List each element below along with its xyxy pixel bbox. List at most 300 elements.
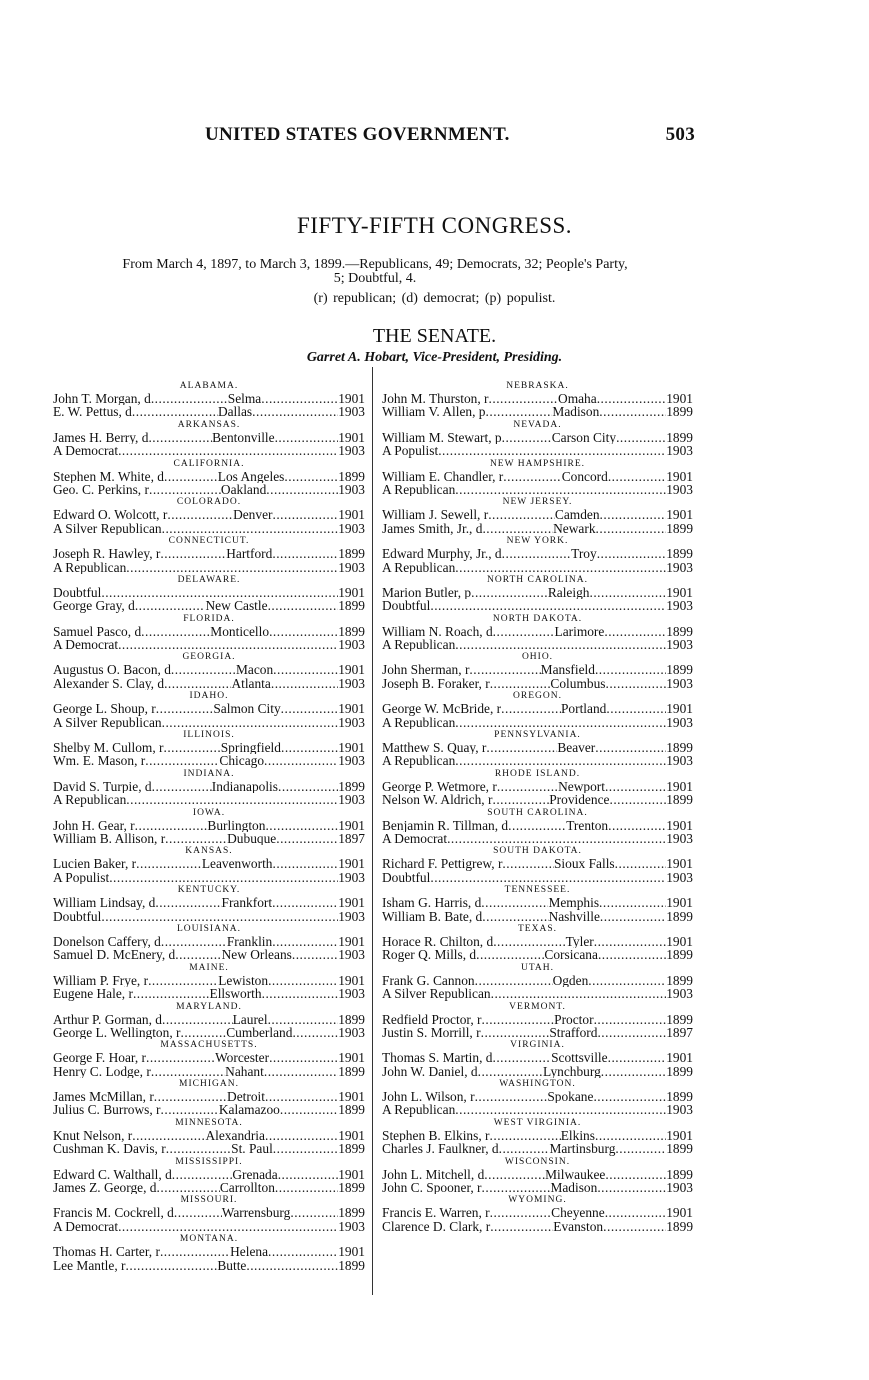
state-heading: TEXAS. <box>518 923 557 934</box>
senator-residence: Madison <box>552 405 600 419</box>
term-expiry-year: 1903 <box>338 638 365 652</box>
senator-row <box>382 793 693 806</box>
senator-name: Thomas H. Carter, r <box>53 1245 160 1259</box>
leader-dots <box>155 896 221 909</box>
senator-name: Doubtful <box>382 599 431 613</box>
senator-residence: New Castle <box>205 599 268 613</box>
state-heading: FLORIDA. <box>183 613 235 624</box>
leader-dots <box>605 780 666 793</box>
leader-dots <box>603 1220 666 1233</box>
leader-dots <box>133 987 210 1000</box>
senator-row <box>382 857 693 870</box>
term-expiry-year: 1899 <box>666 1090 693 1104</box>
senator-row <box>53 405 365 418</box>
senator-row <box>53 444 365 457</box>
state-heading: IDAHO. <box>189 691 229 702</box>
senator-name: Joseph R. Hawley, r <box>53 547 161 561</box>
senator-row <box>382 1206 693 1219</box>
senator-name: John W. Daniel, d <box>382 1064 478 1079</box>
senator-residence: Columbus <box>550 676 606 691</box>
term-expiry-year: 1903 <box>666 444 693 458</box>
senator-row <box>382 780 693 793</box>
leader-dots <box>269 625 338 638</box>
senator-name: William B. Allison, r <box>53 831 166 846</box>
senator-name: A Democrat <box>53 444 119 458</box>
senator-row <box>53 638 365 651</box>
term-expiry-year: 1903 <box>666 987 693 1001</box>
state-heading: ARKANSAS. <box>177 419 241 430</box>
senator-name: William V. Allen, p <box>382 405 486 419</box>
senator-row <box>53 1129 365 1142</box>
term-expiry-year: 1899 <box>338 1103 365 1117</box>
term-expiry-year: 1899 <box>338 1012 365 1026</box>
senator-name: Benjamin R. Tillman, d <box>382 818 509 832</box>
senator-residence: Nahant <box>225 1064 264 1079</box>
session-summary <box>52 258 698 286</box>
state-heading: WISCONSIN. <box>504 1156 571 1167</box>
leader-dots <box>272 935 338 948</box>
term-expiry-year: 1903 <box>666 754 693 768</box>
senator-name: Doubtful <box>382 870 431 885</box>
state-heading: TENNESSEE. <box>504 885 571 896</box>
senator-residence: Mansfield <box>540 663 595 677</box>
leader-dots <box>589 586 666 599</box>
term-expiry-year: 1899 <box>666 547 693 561</box>
leader-dots <box>486 405 553 418</box>
senator-row <box>382 586 693 599</box>
leader-dots <box>502 431 552 444</box>
term-expiry-year: 1899 <box>338 1142 365 1156</box>
leader-dots <box>605 1168 666 1181</box>
senator-name: John M. Thurston, r <box>382 392 489 406</box>
leader-dots <box>163 741 220 754</box>
leader-dots <box>246 1259 338 1272</box>
senator-name: Wm. E. Mason, r <box>53 754 146 768</box>
leader-dots <box>265 1090 338 1103</box>
leader-dots <box>482 1013 555 1026</box>
leader-dots <box>156 702 214 715</box>
leader-dots <box>502 547 572 560</box>
senator-row <box>382 910 693 923</box>
leader-dots <box>455 1103 666 1116</box>
senator-name: Geo. C. Perkins, r <box>53 482 149 497</box>
leader-dots <box>503 470 561 483</box>
senator-name: A Populist <box>382 444 439 458</box>
leader-dots <box>164 470 218 483</box>
senator-row <box>53 1065 365 1078</box>
leader-dots <box>171 663 236 676</box>
senator-residence: Carson City <box>551 430 617 445</box>
leader-dots <box>605 677 666 690</box>
leader-dots <box>600 508 667 521</box>
term-expiry-year: 1903 <box>666 676 693 691</box>
senator-row <box>382 677 693 690</box>
term-expiry-year: 1903 <box>338 560 365 574</box>
term-expiry-year: 1903 <box>666 715 693 730</box>
state-heading: NEBRASKA. <box>506 381 569 391</box>
term-expiry-year: 1903 <box>338 1025 365 1040</box>
term-expiry-year: 1899 <box>666 624 693 639</box>
term-expiry-year: 1901 <box>338 663 365 677</box>
senator-name: George L. Wellington, r <box>53 1025 181 1040</box>
leader-dots <box>605 1206 667 1219</box>
senator-row <box>382 1026 693 1039</box>
senators-left-column <box>53 380 365 1272</box>
senator-row <box>53 1181 365 1194</box>
senator-name: A Democrat <box>53 1219 119 1234</box>
leader-dots <box>493 935 565 948</box>
senator-row <box>382 1220 693 1233</box>
senator-name: James H. Berry, d <box>53 430 149 445</box>
senator-row <box>53 1013 365 1026</box>
leader-dots <box>292 948 338 961</box>
term-expiry-year: 1899 <box>338 1181 365 1195</box>
senator-row <box>382 1090 693 1103</box>
senator-residence: Bentonville <box>212 430 275 445</box>
leader-dots <box>492 793 549 806</box>
term-expiry-year: 1901 <box>666 392 693 406</box>
term-expiry-year: 1897 <box>666 1025 693 1040</box>
leader-dots <box>252 405 338 418</box>
senator-name: Samuel D. McEnery, d <box>53 948 176 962</box>
term-expiry-year: 1897 <box>338 831 365 846</box>
senator-row <box>382 663 693 676</box>
senator-name: Marion Butler, p <box>382 585 472 600</box>
senator-row <box>382 896 693 909</box>
senator-row <box>53 857 365 870</box>
senator-row <box>382 522 693 535</box>
leader-dots <box>430 599 666 612</box>
senator-residence: Evanston <box>553 1219 604 1234</box>
senator-row <box>53 547 365 560</box>
leader-dots <box>148 431 212 444</box>
leader-dots <box>272 508 338 521</box>
leader-dots <box>484 1168 545 1181</box>
term-expiry-year: 1901 <box>338 1051 365 1065</box>
senator-residence: Warrensburg <box>221 1206 291 1220</box>
term-expiry-year: 1899 <box>338 547 365 561</box>
leader-dots <box>284 470 338 483</box>
senator-name: Francis E. Warren, r <box>382 1206 490 1220</box>
term-expiry-year: 1903 <box>666 1181 693 1195</box>
senator-row <box>382 547 693 560</box>
senator-name: George L. Shoup, r <box>53 702 156 716</box>
senator-name: Lee Mantle, r <box>53 1258 126 1272</box>
leader-dots <box>126 1259 218 1272</box>
leader-dots <box>160 547 226 560</box>
senator-residence: Helena <box>230 1245 269 1259</box>
senator-residence: Sioux Falls <box>553 857 615 871</box>
leader-dots <box>275 1181 338 1194</box>
senator-name: A Republican <box>382 638 456 652</box>
senator-residence: Tyler <box>565 934 594 949</box>
senator-row <box>53 754 365 767</box>
senator-row <box>53 561 365 574</box>
senator-row <box>382 483 693 496</box>
senator-row <box>382 392 693 405</box>
senator-row <box>382 1181 693 1194</box>
leader-dots <box>608 470 666 483</box>
term-expiry-year: 1901 <box>666 1206 693 1220</box>
leader-dots <box>180 1026 226 1039</box>
state-heading: KANSAS. <box>185 846 233 857</box>
senator-name: William B. Bate, d <box>382 909 483 923</box>
leader-dots <box>455 561 666 574</box>
senator-name: Doubtful <box>53 585 102 600</box>
leader-dots <box>268 1013 339 1026</box>
term-expiry-year: 1903 <box>666 638 693 652</box>
senator-residence: Salmon City <box>213 702 281 716</box>
senator-name: Alexander S. Clay, d <box>53 676 165 691</box>
state-heading: NEW HAMPSHIRE. <box>489 458 586 469</box>
state-heading: NEVADA. <box>513 419 562 430</box>
senator-residence: Grenada <box>232 1167 278 1182</box>
senator-name: Eugene Hale, r <box>53 987 133 1001</box>
senator-residence: Martinsburg <box>549 1142 616 1156</box>
senator-name: Isham G. Harris, d <box>382 896 482 910</box>
senator-name: Nelson W. Aldrich, r <box>382 793 493 807</box>
senator-name: E. W. Pettus, d <box>53 405 132 419</box>
leader-dots <box>265 819 338 832</box>
running-title: UNITED STATES GOVERNMENT. <box>205 124 510 145</box>
leader-dots <box>132 405 218 418</box>
leader-dots <box>497 780 558 793</box>
term-expiry-year: 1901 <box>338 1245 365 1259</box>
senator-name: George Gray, d <box>53 599 135 613</box>
senator-row <box>382 561 693 574</box>
senator-row <box>382 431 693 444</box>
leader-dots <box>175 948 221 961</box>
state-heading: NEW YORK. <box>506 536 569 547</box>
state-heading: KENTUCKY. <box>177 885 241 896</box>
senator-name: George P. Wetmore, r <box>382 779 497 794</box>
state-heading: OREGON. <box>513 691 562 702</box>
term-expiry-year: 1901 <box>338 508 365 522</box>
term-expiry-year: 1901 <box>338 973 365 988</box>
leader-dots <box>471 586 548 599</box>
leader-dots <box>596 522 667 535</box>
leader-dots <box>290 1206 338 1219</box>
senator-row <box>53 948 365 961</box>
leader-dots <box>126 561 338 574</box>
senator-residence: Omaha <box>558 392 597 406</box>
senator-row <box>53 1259 365 1272</box>
senator-row <box>53 431 365 444</box>
senator-residence: Madison <box>550 1181 598 1195</box>
senator-residence: Macon <box>235 663 274 677</box>
senator-row <box>382 1051 693 1064</box>
leader-dots <box>595 1129 666 1142</box>
leader-dots <box>501 702 561 715</box>
senator-name: William M. Stewart, p <box>382 430 502 445</box>
term-expiry-year: 1899 <box>666 1064 693 1079</box>
leader-dots <box>488 508 555 521</box>
term-expiry-year: 1903 <box>338 482 365 497</box>
leader-dots <box>126 793 338 806</box>
leader-dots <box>601 1065 666 1078</box>
senator-residence: Selma <box>227 392 262 406</box>
leader-dots <box>482 522 553 535</box>
leader-dots <box>266 483 338 496</box>
leader-dots <box>606 702 666 715</box>
senator-row <box>53 1245 365 1258</box>
leader-dots <box>272 896 338 909</box>
leader-dots <box>165 832 227 845</box>
term-expiry-year: 1901 <box>338 1090 365 1104</box>
senator-residence: Proctor <box>554 1012 594 1026</box>
leader-dots <box>604 625 666 638</box>
senator-residence: Hartford <box>226 547 273 561</box>
senator-residence: Newark <box>553 521 596 536</box>
leader-dots <box>164 677 231 690</box>
senator-residence: Memphis <box>548 896 600 910</box>
leader-dots <box>486 741 557 754</box>
senator-residence: Portland <box>560 702 607 716</box>
page-number: 503 <box>665 124 695 145</box>
term-expiry-year: 1903 <box>338 793 365 807</box>
term-expiry-year: 1901 <box>338 1167 365 1182</box>
senator-row <box>53 483 365 496</box>
leader-dots <box>160 1245 230 1258</box>
session-summary-line-2: 5; Doubtful, 4. <box>333 271 417 286</box>
senator-residence: Beaver <box>557 741 596 755</box>
senator-row <box>53 1090 365 1103</box>
leader-dots <box>493 625 555 638</box>
senator-residence: Laurel <box>232 1012 268 1026</box>
leader-dots <box>595 663 666 676</box>
state-heading: ILLINOIS. <box>183 730 235 741</box>
state-heading: LOUISIANA. <box>176 923 242 934</box>
senator-row <box>53 832 365 845</box>
column-divider <box>372 367 373 1295</box>
leader-dots <box>268 974 338 987</box>
senator-residence: Oakland <box>220 482 267 497</box>
senator-name: Roger Q. Mills, d <box>382 948 477 962</box>
term-expiry-year: 1899 <box>666 663 693 677</box>
senator-residence: Larimore <box>554 624 605 639</box>
senator-row <box>382 819 693 832</box>
senator-row <box>382 444 693 457</box>
leader-dots <box>281 741 338 754</box>
term-expiry-year: 1899 <box>666 1219 693 1234</box>
senator-row <box>382 1129 693 1142</box>
senator-name: Arthur P. Gorman, d <box>53 1012 162 1026</box>
leader-dots <box>272 547 338 560</box>
state-heading: ALABAMA. <box>179 381 239 391</box>
senator-residence: Camden <box>554 508 600 522</box>
term-expiry-year: 1901 <box>666 1051 693 1065</box>
senator-name: A Democrat <box>382 831 448 846</box>
leader-dots <box>508 819 566 832</box>
leader-dots <box>136 857 202 870</box>
senator-row <box>53 1051 365 1064</box>
senator-name: John T. Morgan, d <box>53 392 151 406</box>
senator-name: A Silver Republican <box>53 715 162 730</box>
leader-dots <box>262 987 339 1000</box>
senator-name: Samuel Pasco, d <box>53 624 142 639</box>
senator-residence: Scottsville <box>551 1051 608 1065</box>
state-heading: WEST VIRGINIA. <box>493 1117 582 1128</box>
leader-dots <box>594 935 666 948</box>
senator-row <box>382 987 693 1000</box>
senator-name: William N. Roach, d <box>382 624 493 639</box>
senator-name: William Lindsay, d <box>53 896 156 910</box>
senator-residence: Detroit <box>227 1090 265 1104</box>
state-heading: INDIANA. <box>183 768 235 779</box>
senator-residence: Denver <box>233 508 273 522</box>
leader-dots <box>615 1142 666 1155</box>
senator-name: Thomas S. Martin, d <box>382 1051 493 1065</box>
session-summary-line-1: From March 4, 1897, to March 3, 1899.—Republicans, 49; Democrats, 32; People's Party, <box>122 257 628 272</box>
leader-dots <box>264 1065 338 1078</box>
leader-dots <box>161 1103 219 1116</box>
senator-row <box>53 625 365 638</box>
senator-name: A Democrat <box>53 638 119 652</box>
senator-row <box>382 1065 693 1078</box>
leader-dots <box>268 599 339 612</box>
leader-dots <box>135 819 208 832</box>
leader-dots <box>502 857 554 870</box>
term-expiry-year: 1901 <box>666 934 693 949</box>
term-expiry-year: 1901 <box>666 857 693 871</box>
senator-residence: Dallas <box>217 405 253 419</box>
senator-row <box>53 392 365 405</box>
senator-name: Redfield Proctor, r <box>382 1012 482 1026</box>
senator-residence: Franklin <box>226 934 273 949</box>
senator-row <box>53 470 365 483</box>
senator-name: A Silver Republican <box>382 987 491 1001</box>
leader-dots <box>101 910 338 923</box>
senator-row <box>53 716 365 729</box>
leader-dots <box>149 483 221 496</box>
leader-dots <box>273 1142 338 1155</box>
senator-name: John L. Mitchell, d <box>382 1167 485 1182</box>
state-heading: NORTH DAKOTA. <box>492 613 583 624</box>
term-expiry-year: 1901 <box>666 896 693 910</box>
leader-dots <box>273 857 339 870</box>
senator-residence: Lynchburg <box>543 1064 601 1079</box>
leader-dots <box>490 1129 561 1142</box>
leader-dots <box>481 896 548 909</box>
leader-dots <box>598 948 666 961</box>
leader-dots <box>455 483 666 496</box>
state-heading: MONTANA. <box>179 1234 239 1245</box>
state-heading: CONNECTICUT. <box>168 536 250 547</box>
senator-residence: Atlanta <box>231 676 271 691</box>
leader-dots <box>475 1090 548 1103</box>
senator-residence: Springfield <box>220 741 281 755</box>
leader-dots <box>447 832 666 845</box>
senator-residence: Butte <box>217 1258 247 1272</box>
senator-residence: Ogden <box>552 973 589 988</box>
state-heading: COLORADO. <box>176 497 242 508</box>
state-heading: SOUTH DAKOTA. <box>493 846 582 857</box>
senator-residence: New Orleans <box>221 948 292 962</box>
senator-row <box>53 793 365 806</box>
leader-dots <box>469 663 540 676</box>
vice-president-line: Garret A. Hobart, Vice-President, Presiding. <box>306 350 563 365</box>
senator-name: A Republican <box>382 1103 456 1117</box>
state-heading: PENNSYLVANIA. <box>494 730 581 741</box>
leader-dots <box>275 431 339 444</box>
senator-row <box>53 663 365 676</box>
term-expiry-year: 1903 <box>338 909 365 923</box>
senator-row <box>53 1220 365 1233</box>
state-heading: UTAH. <box>521 962 554 973</box>
leader-dots <box>271 677 338 690</box>
senator-name: James Smith, Jr., d <box>382 521 483 536</box>
term-expiry-year: 1901 <box>338 585 365 600</box>
